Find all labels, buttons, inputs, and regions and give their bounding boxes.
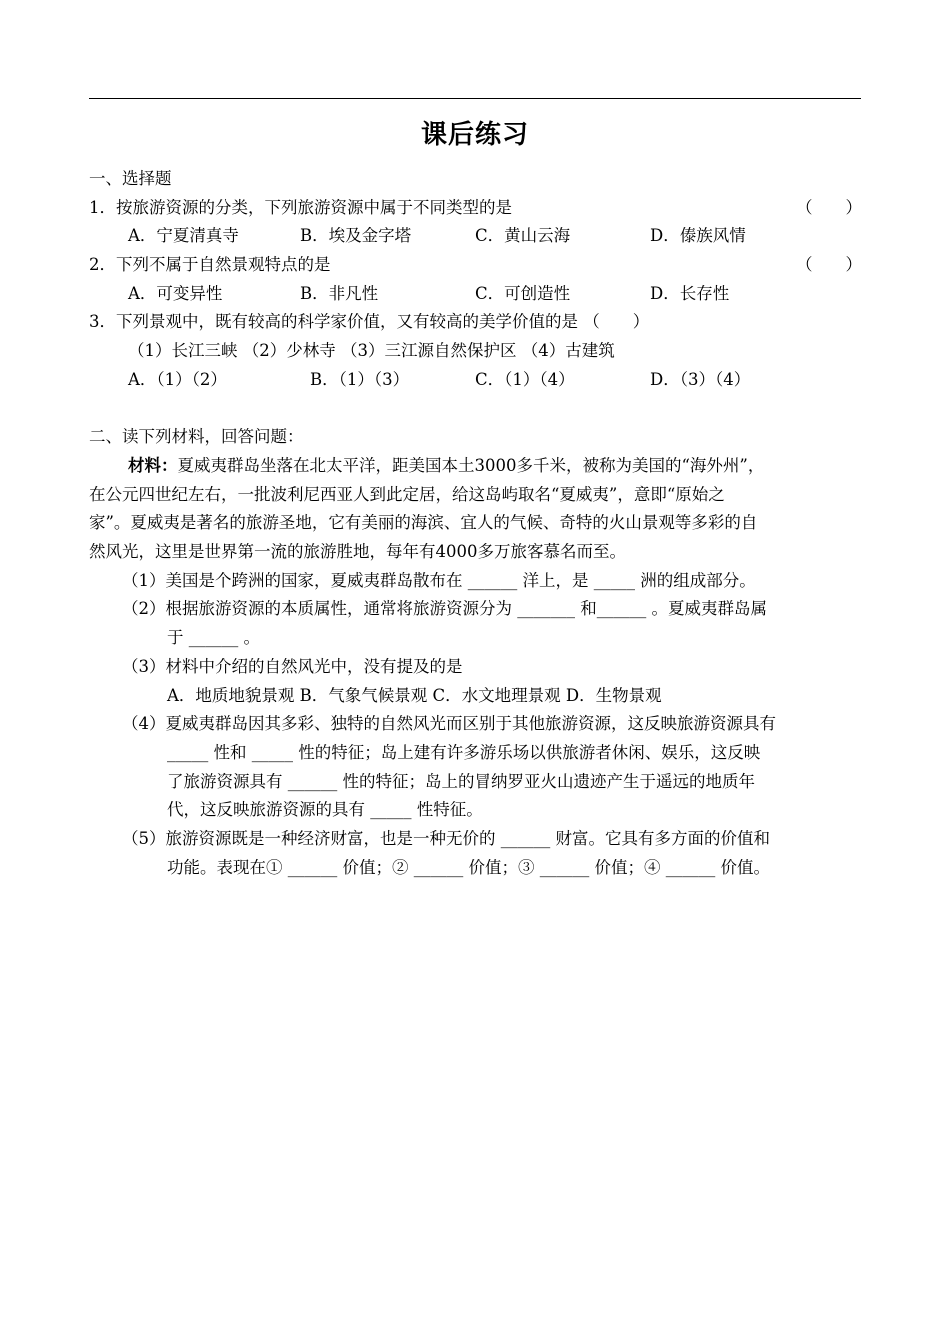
material-line-2: 在公元四世纪左右，一批波利尼西亚人到此定居，给这岛屿取名“夏威夷”，意即“原始之 <box>89 485 725 504</box>
sub-question-3-options: A．地质地貌景观 B．气象气候景观 C．水文地理景观 D．生物景观 <box>167 686 662 705</box>
q2-option-d: D．长存性 <box>650 284 730 303</box>
sub-question-2-line-1: （2）根据旅游资源的本质属性，通常将旅游资源分为 _______ 和______ 。夏威夷群岛属 <box>122 599 767 618</box>
sub-question-5-line-1: （5）旅游资源既是一种经济财富，也是一种无价的 ______ 财富。它具有多方面的价值和 <box>122 829 770 848</box>
q3-option-d: D．（3）（4） <box>650 370 751 389</box>
section2-heading: 二、读下列材料，回答问题： <box>89 427 304 446</box>
sub-question-4-line-2: _____ 性和 _____ 性的特征；岛上建有许多游乐场以供旅游者休闲、娱乐，这反映 <box>167 743 761 762</box>
header-rule <box>89 98 861 99</box>
q2-option-a: A．可变异性 <box>128 284 223 303</box>
q2-answer-paren: （ ） <box>796 255 862 274</box>
sub-question-3: （3）材料中介绍的自然风光中，没有提及的是 <box>122 657 463 676</box>
q2-option-c: C．可创造性 <box>475 284 571 303</box>
q1-option-b: B．埃及金字塔 <box>300 226 412 245</box>
q3-option-a: A．（1）（2） <box>128 370 227 389</box>
q3-items: （1）长江三峡 （2）少林寺 （3）三江源自然保护区 （4）古建筑 <box>128 341 615 360</box>
sub-question-4-line-4: 代，这反映旅游资源的具有 _____ 性特征。 <box>167 800 483 819</box>
q2-option-b: B．非凡性 <box>300 284 379 303</box>
sub-question-5-line-2: 功能。表现在① ______ 价值；② ______ 价值；③ ______ 价值；④ ______ 价值。 <box>167 858 770 877</box>
sub-question-2-line-2: 于 ______ 。 <box>167 628 260 647</box>
q1-option-c: C．黄山云海 <box>475 226 571 245</box>
sub-question-4-line-1: （4）夏威夷群岛因其多彩、独特的自然风光而区别于其他旅游资源，这反映旅游资源具有 <box>122 714 776 733</box>
q1-option-d: D．傣族风情 <box>650 226 746 245</box>
q1-option-a: A．宁夏清真寺 <box>128 226 239 245</box>
material-label: 材料： <box>128 456 178 475</box>
material-line-3: 家”。夏威夷是著名的旅游圣地，它有美丽的海滨、宜人的气候、奇特的火山景观等多彩的自 <box>89 513 758 532</box>
q3-stem: 3．下列景观中，既有较高的科学家价值，又有较高的美学价值的是 （ ） <box>89 312 650 331</box>
sub-question-4-line-3: 了旅游资源具有 ______ 性的特征；岛上的冒纳罗亚火山遗迹产生于遥远的地质年 <box>167 772 755 791</box>
material-text-1: 夏威夷群岛坐落在北太平洋，距美国本土3000多千米，被称为美国的“海外州”， <box>177 456 765 475</box>
q1-stem: 1．按旅游资源的分类，下列旅游资源中属于不同类型的是 <box>89 198 512 217</box>
section1-heading: 一、选择题 <box>89 169 172 188</box>
page-title: 课后练习 <box>420 120 529 150</box>
q2-stem: 2．下列不属于自然景观特点的是 <box>89 255 331 274</box>
q1-answer-paren: （ ） <box>796 198 862 217</box>
sub-question-1: （1）美国是个跨洲的国家，夏威夷群岛散布在 ______ 洋上，是 _____ 洲的组成部分。 <box>122 571 756 590</box>
q3-option-c: C．（1）（4） <box>475 370 575 389</box>
q3-option-b: B．（1）（3） <box>310 370 410 389</box>
material-line-4: 然风光，这里是世界第一流的旅游胜地，每年有4000多万旅客慕名而至。 <box>89 542 626 561</box>
material-line-1 <box>128 455 764 477</box>
